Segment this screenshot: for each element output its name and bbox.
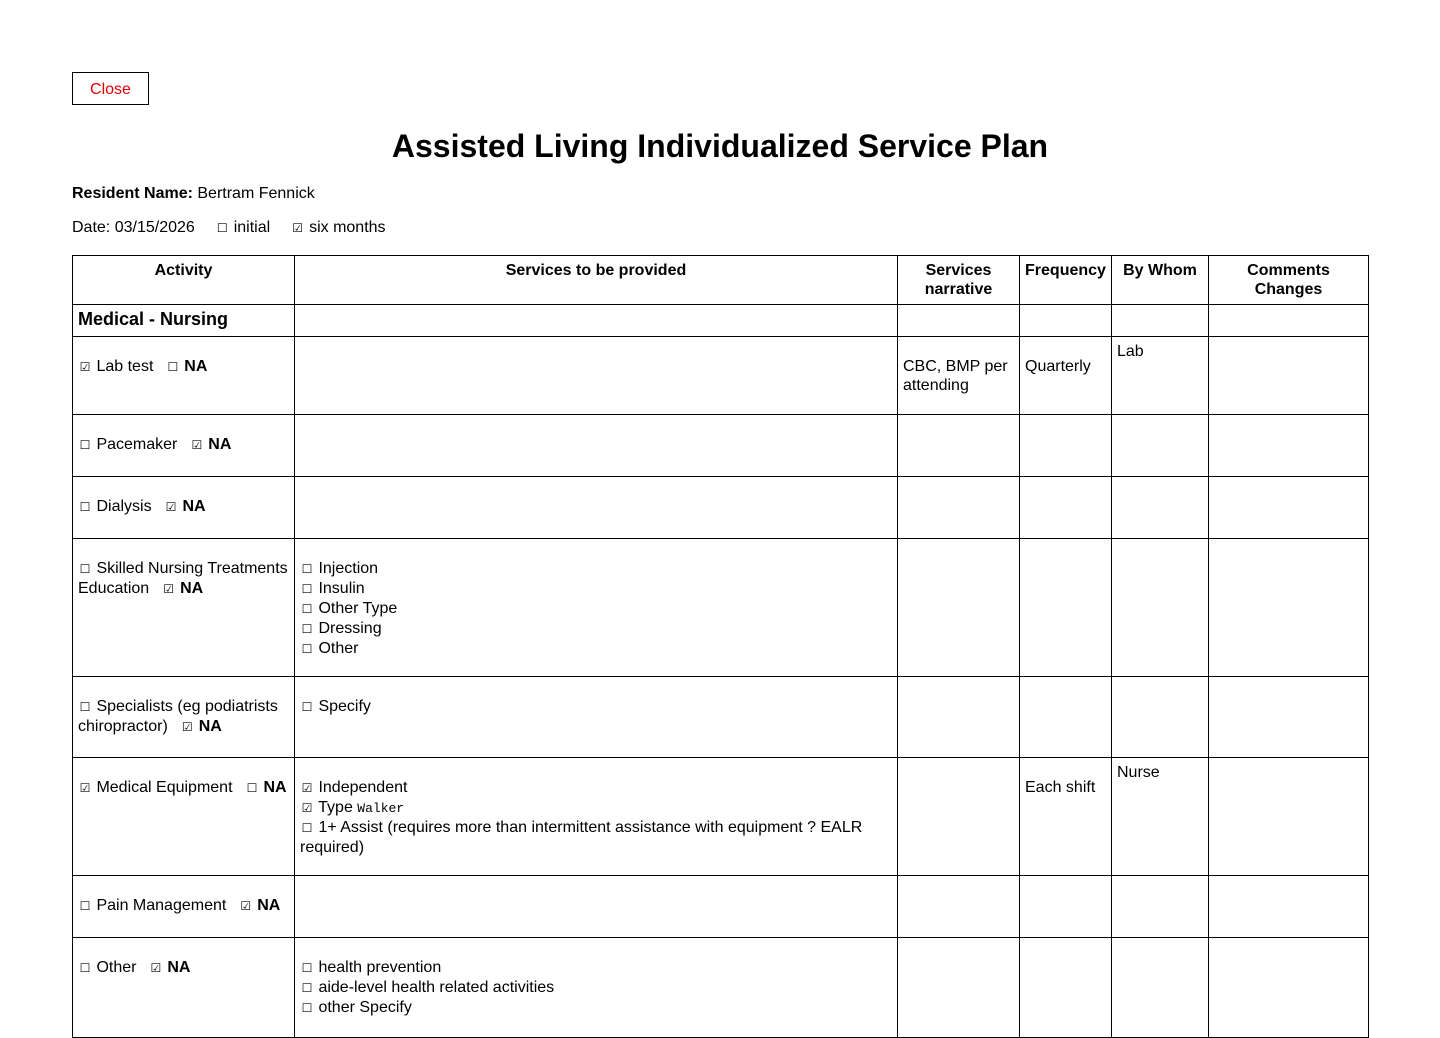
close-button[interactable]: Close bbox=[72, 72, 149, 105]
services-cell[interactable] bbox=[295, 337, 898, 415]
by-whom-cell[interactable]: Lab bbox=[1112, 337, 1209, 415]
date-line bbox=[72, 219, 386, 237]
service-checkbox[interactable]: ☑ bbox=[301, 801, 313, 815]
other-label: Other bbox=[96, 959, 137, 976]
service-plan-table bbox=[72, 255, 1369, 1038]
services-cell bbox=[295, 758, 898, 876]
activity-cell bbox=[73, 337, 295, 415]
section-label: Medical - Nursing bbox=[73, 305, 295, 337]
service-option[interactable]: ☐ Specify bbox=[301, 698, 371, 715]
by-whom-cell[interactable] bbox=[1112, 415, 1209, 477]
dialysis-na-checkbox[interactable]: ☑ bbox=[165, 500, 177, 514]
narrative-cell[interactable] bbox=[898, 758, 1020, 876]
other-checkbox[interactable]: ☐ bbox=[79, 961, 91, 975]
comments-cell[interactable] bbox=[1209, 477, 1369, 539]
lab-test-na-checkbox[interactable]: ☐ bbox=[167, 360, 179, 374]
activity-cell bbox=[73, 938, 295, 1038]
frequency-cell[interactable] bbox=[1020, 539, 1112, 677]
service-checkbox[interactable]: ☐ bbox=[301, 821, 313, 835]
activity-cell bbox=[73, 415, 295, 477]
narrative-cell[interactable]: CBC, BMP per attending bbox=[898, 337, 1020, 415]
activity-cell bbox=[73, 876, 295, 938]
date-value: 03/15/2026 bbox=[114, 219, 195, 236]
header-narrative: Services narrative bbox=[898, 256, 1020, 305]
pain-management-na-checkbox[interactable]: ☑ bbox=[240, 899, 252, 913]
header-activity: Activity bbox=[73, 256, 295, 305]
activity-cell bbox=[73, 477, 295, 539]
service-checkbox[interactable]: ☐ bbox=[301, 961, 313, 975]
other-na-checkbox[interactable]: ☑ bbox=[150, 961, 162, 975]
services-cell[interactable] bbox=[295, 415, 898, 477]
table-row-skilled-nursing bbox=[73, 539, 1369, 677]
table-row-specialists bbox=[73, 677, 1369, 758]
service-option[interactable]: ☐ health prevention bbox=[301, 959, 442, 976]
header-comments: Comments Changes bbox=[1209, 256, 1369, 305]
na-label: NA bbox=[257, 897, 281, 914]
initial-checkbox[interactable]: ☐ bbox=[216, 221, 228, 235]
narrative-cell[interactable] bbox=[898, 876, 1020, 938]
activity-cell bbox=[73, 758, 295, 876]
dialysis-checkbox[interactable]: ☐ bbox=[79, 500, 91, 514]
table-row-other bbox=[73, 938, 1369, 1038]
activity-cell bbox=[73, 539, 295, 677]
na-label: NA bbox=[180, 580, 204, 597]
service-checkbox[interactable]: ☑ bbox=[301, 781, 313, 795]
six-months-checkbox[interactable]: ☑ bbox=[292, 221, 303, 235]
na-label: NA bbox=[167, 959, 191, 976]
resident-name-label: Resident Name: bbox=[72, 185, 193, 202]
by-whom-cell[interactable] bbox=[1112, 539, 1209, 677]
medical-equipment-label: Medical Equipment bbox=[96, 779, 233, 796]
table-header-row bbox=[73, 256, 1369, 305]
table-row-medical-equipment bbox=[73, 758, 1369, 876]
na-label: NA bbox=[208, 436, 232, 453]
narrative-cell[interactable] bbox=[898, 677, 1020, 758]
service-checkbox[interactable]: ☐ bbox=[301, 700, 313, 714]
service-checkbox[interactable]: ☐ bbox=[301, 602, 313, 616]
service-checkbox[interactable]: ☐ bbox=[301, 981, 313, 995]
pacemaker-checkbox[interactable]: ☐ bbox=[79, 438, 91, 452]
lab-test-checkbox[interactable]: ☑ bbox=[79, 360, 91, 374]
pacemaker-label: Pacemaker bbox=[96, 436, 178, 453]
initial-label: initial bbox=[233, 219, 271, 236]
services-cell bbox=[295, 938, 898, 1038]
comments-cell[interactable] bbox=[1209, 415, 1369, 477]
medical-equipment-na-checkbox[interactable]: ☐ bbox=[246, 781, 258, 795]
by-whom-cell[interactable]: Nurse bbox=[1112, 758, 1209, 876]
by-whom-cell[interactable] bbox=[1112, 677, 1209, 758]
pain-management-checkbox[interactable]: ☐ bbox=[79, 899, 91, 913]
na-label: NA bbox=[263, 779, 287, 796]
narrative-cell[interactable] bbox=[898, 539, 1020, 677]
comments-cell[interactable] bbox=[1209, 758, 1369, 876]
dialysis-label: Dialysis bbox=[96, 498, 152, 515]
na-label: NA bbox=[184, 358, 208, 375]
service-option[interactable]: ☐ Insulin bbox=[301, 580, 365, 597]
frequency-cell[interactable] bbox=[1020, 938, 1112, 1038]
skilled-nursing-label: Skilled Nursing Treatments Education bbox=[78, 560, 288, 597]
services-cell bbox=[295, 677, 898, 758]
service-option[interactable]: ☐ other Specify bbox=[301, 999, 412, 1016]
service-checkbox[interactable]: ☐ bbox=[301, 642, 313, 656]
frequency-cell[interactable] bbox=[1020, 477, 1112, 539]
header-frequency: Frequency bbox=[1020, 256, 1112, 305]
frequency-cell[interactable] bbox=[1020, 415, 1112, 477]
table-row-dialysis bbox=[73, 477, 1369, 539]
service-option[interactable]: ☐ Dressing bbox=[301, 620, 382, 637]
comments-cell[interactable] bbox=[1209, 876, 1369, 938]
service-checkbox[interactable]: ☐ bbox=[301, 622, 313, 636]
table-row-pacemaker bbox=[73, 415, 1369, 477]
comments-cell[interactable] bbox=[1209, 677, 1369, 758]
table-row-lab-test bbox=[73, 337, 1369, 415]
services-cell bbox=[295, 539, 898, 677]
services-cell[interactable] bbox=[295, 876, 898, 938]
frequency-cell[interactable]: Quarterly bbox=[1020, 337, 1112, 415]
comments-cell[interactable] bbox=[1209, 938, 1369, 1038]
service-option[interactable]: ☐ Other Type bbox=[301, 600, 398, 617]
narrative-cell[interactable] bbox=[898, 477, 1020, 539]
skilled-nursing-na-checkbox[interactable]: ☑ bbox=[163, 582, 174, 596]
pacemaker-na-checkbox[interactable]: ☑ bbox=[191, 438, 203, 452]
activity-cell bbox=[73, 677, 295, 758]
table-row-pain-management bbox=[73, 876, 1369, 938]
service-checkbox[interactable]: ☐ bbox=[301, 562, 313, 576]
resident-name-line bbox=[72, 185, 315, 203]
by-whom-cell[interactable] bbox=[1112, 477, 1209, 539]
by-whom-cell[interactable] bbox=[1112, 876, 1209, 938]
specialists-na-checkbox[interactable]: ☑ bbox=[181, 720, 193, 734]
pain-management-label: Pain Management bbox=[96, 897, 227, 914]
service-plan-page bbox=[72, 72, 1368, 1016]
narrative-cell[interactable] bbox=[898, 938, 1020, 1038]
service-option[interactable]: ☐ Injection bbox=[301, 560, 379, 577]
narrative-cell[interactable] bbox=[898, 415, 1020, 477]
service-checkbox[interactable]: ☐ bbox=[301, 582, 313, 596]
service-option[interactable]: ☐ aide-level health related activities bbox=[301, 979, 555, 996]
na-label: NA bbox=[198, 718, 222, 735]
frequency-cell[interactable]: Each shift bbox=[1020, 758, 1112, 876]
frequency-cell[interactable] bbox=[1020, 876, 1112, 938]
service-option[interactable]: ☐ Other bbox=[301, 640, 359, 657]
date-label: Date: bbox=[72, 219, 111, 236]
lab-test-label: Lab test bbox=[96, 358, 154, 375]
specialists-label: Specialists (eg podiatrists chiropractor) bbox=[78, 698, 278, 735]
service-option-independent[interactable]: ☑ Independent bbox=[301, 779, 408, 796]
page-title: Assisted Living Individualized Service Plan bbox=[391, 128, 1049, 164]
service-option-type[interactable]: ☑ Type Walker bbox=[301, 799, 405, 816]
na-label: NA bbox=[182, 498, 206, 515]
six-months-label: six months bbox=[309, 219, 386, 236]
comments-cell[interactable] bbox=[1209, 337, 1369, 415]
service-checkbox[interactable]: ☐ bbox=[301, 1001, 313, 1015]
equipment-type-value[interactable]: Walker bbox=[357, 801, 405, 816]
specialists-checkbox[interactable]: ☐ bbox=[79, 700, 91, 714]
skilled-nursing-checkbox[interactable]: ☐ bbox=[79, 562, 91, 576]
header-services: Services to be provided bbox=[295, 256, 898, 305]
by-whom-cell[interactable] bbox=[1112, 938, 1209, 1038]
service-option-assist[interactable]: ☐ 1+ Assist (requires more than intermittent assistance with equipment ? EALR required) bbox=[300, 819, 863, 856]
frequency-cell[interactable] bbox=[1020, 677, 1112, 758]
services-cell[interactable] bbox=[295, 477, 898, 539]
section-row bbox=[73, 305, 1369, 337]
medical-equipment-checkbox[interactable]: ☑ bbox=[79, 781, 91, 795]
header-by-whom: By Whom bbox=[1112, 256, 1209, 305]
comments-cell[interactable] bbox=[1209, 539, 1369, 677]
resident-name-value: Bertram Fennick bbox=[197, 185, 315, 202]
